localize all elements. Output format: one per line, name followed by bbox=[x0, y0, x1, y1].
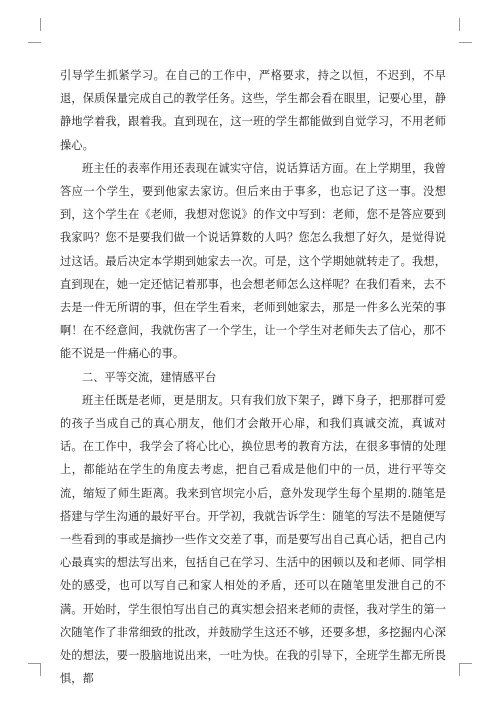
text-line: 发泄自己的不满。开始时，学生很怕写出自己的真实想会招来老师的责怪，我对学生 bbox=[60, 579, 446, 616]
text-line: 处的想法，要一股脑地说出来，一吐为快。在我的引导下，全班学生都无所畏惧，都 bbox=[60, 649, 446, 686]
text-line: 当成自己的真心朋友，他们才会敞开心扉，和我们真诚交流，真诚对话。在工作中， bbox=[60, 417, 446, 454]
text-line: 保量完成自己的教学任务。这些，学生都会看在眼里，记要心里，静静地学着我，跟 bbox=[60, 92, 446, 129]
text-line: 到她家去，那是一件多么光荣的事啊！在不经意间，我就伤害了一个学生，让一个学 bbox=[60, 301, 446, 338]
body-paragraph bbox=[60, 64, 446, 157]
text-line: 二、平等交流，建情感平台 bbox=[82, 370, 217, 384]
text-line: 的第一次随笔作了非常细致的批改，并鼓励学生这还不够，还要多想，多挖掘内心深 bbox=[60, 602, 446, 639]
text-line: 要写出自己真心话，把自己内心最真实的想法写出来，包括自己在学习、生活中的困 bbox=[60, 533, 446, 570]
body-paragraph bbox=[60, 389, 446, 691]
text-line: 班主任既是老师，更是朋友。只有我们放下架子，蹲下身子，把那群可爱的孩子 bbox=[60, 393, 446, 431]
body-paragraph bbox=[60, 157, 446, 366]
text-line: 度去考虑，把自己看成是他们中的一员，进行平等交流，缩短了师生距离。我来到官 bbox=[60, 463, 446, 500]
text-line: 生对老师失去了信心，那不能不说是一件痛心的事。 bbox=[60, 324, 447, 361]
text-line: 做一个说话算数的人吗？您怎么我想了好久，是觉得说过这话。最后决定本学期到她 bbox=[60, 231, 446, 268]
document-body bbox=[60, 64, 446, 690]
text-line: 我学会了将心比心，换位思考的教育方法，在很多事情的处理上，都能站在学生的角 bbox=[60, 440, 446, 477]
text-line: 着我。直到现在，这一班的学生都能做到自觉学习，不用老师操心。 bbox=[60, 115, 446, 152]
text-line: 《老师，我想对您说》的作文中写到：老师，您不是答应要到我家吗？您不是要我们 bbox=[60, 208, 446, 245]
text-line: 会想老师怎么这样呢？在我们看来，去不去是一件无所谓的事，但在学生看来，老师 bbox=[60, 277, 446, 315]
text-line: 坝完小后，意外发现学生每个星期的.随笔是搭建与学生沟通的最好平台。开学初，我 bbox=[60, 486, 446, 523]
section-heading bbox=[60, 366, 446, 389]
text-line: 顿以及和老师、同学相处的感受，也可以写自己和家人相处的矛盾，还可以在随笔里 bbox=[60, 556, 446, 593]
text-line: 家去一次。可是，这个学期她就转走了。我想，直到现在，她一定还惦记着那事，也 bbox=[60, 254, 446, 291]
text-line: 个学生，要到他家去家访。但后来由于事多，也忘记了这一事。没想到，这个学生在 bbox=[60, 185, 446, 222]
text-line: 引导学生抓紧学习。在自己的工作中，严格要求，持之以恒，不迟到，不早退，保质 bbox=[60, 69, 446, 106]
text-line: 就告诉学生：随笔的写法不是随便写一些看到的事或是摘抄一些作文交差了事，而是 bbox=[60, 509, 446, 547]
text-line: 班主任的表率作用还表现在诚实守信，说话算话方面。在上学期里，我曾答应一 bbox=[60, 161, 446, 199]
